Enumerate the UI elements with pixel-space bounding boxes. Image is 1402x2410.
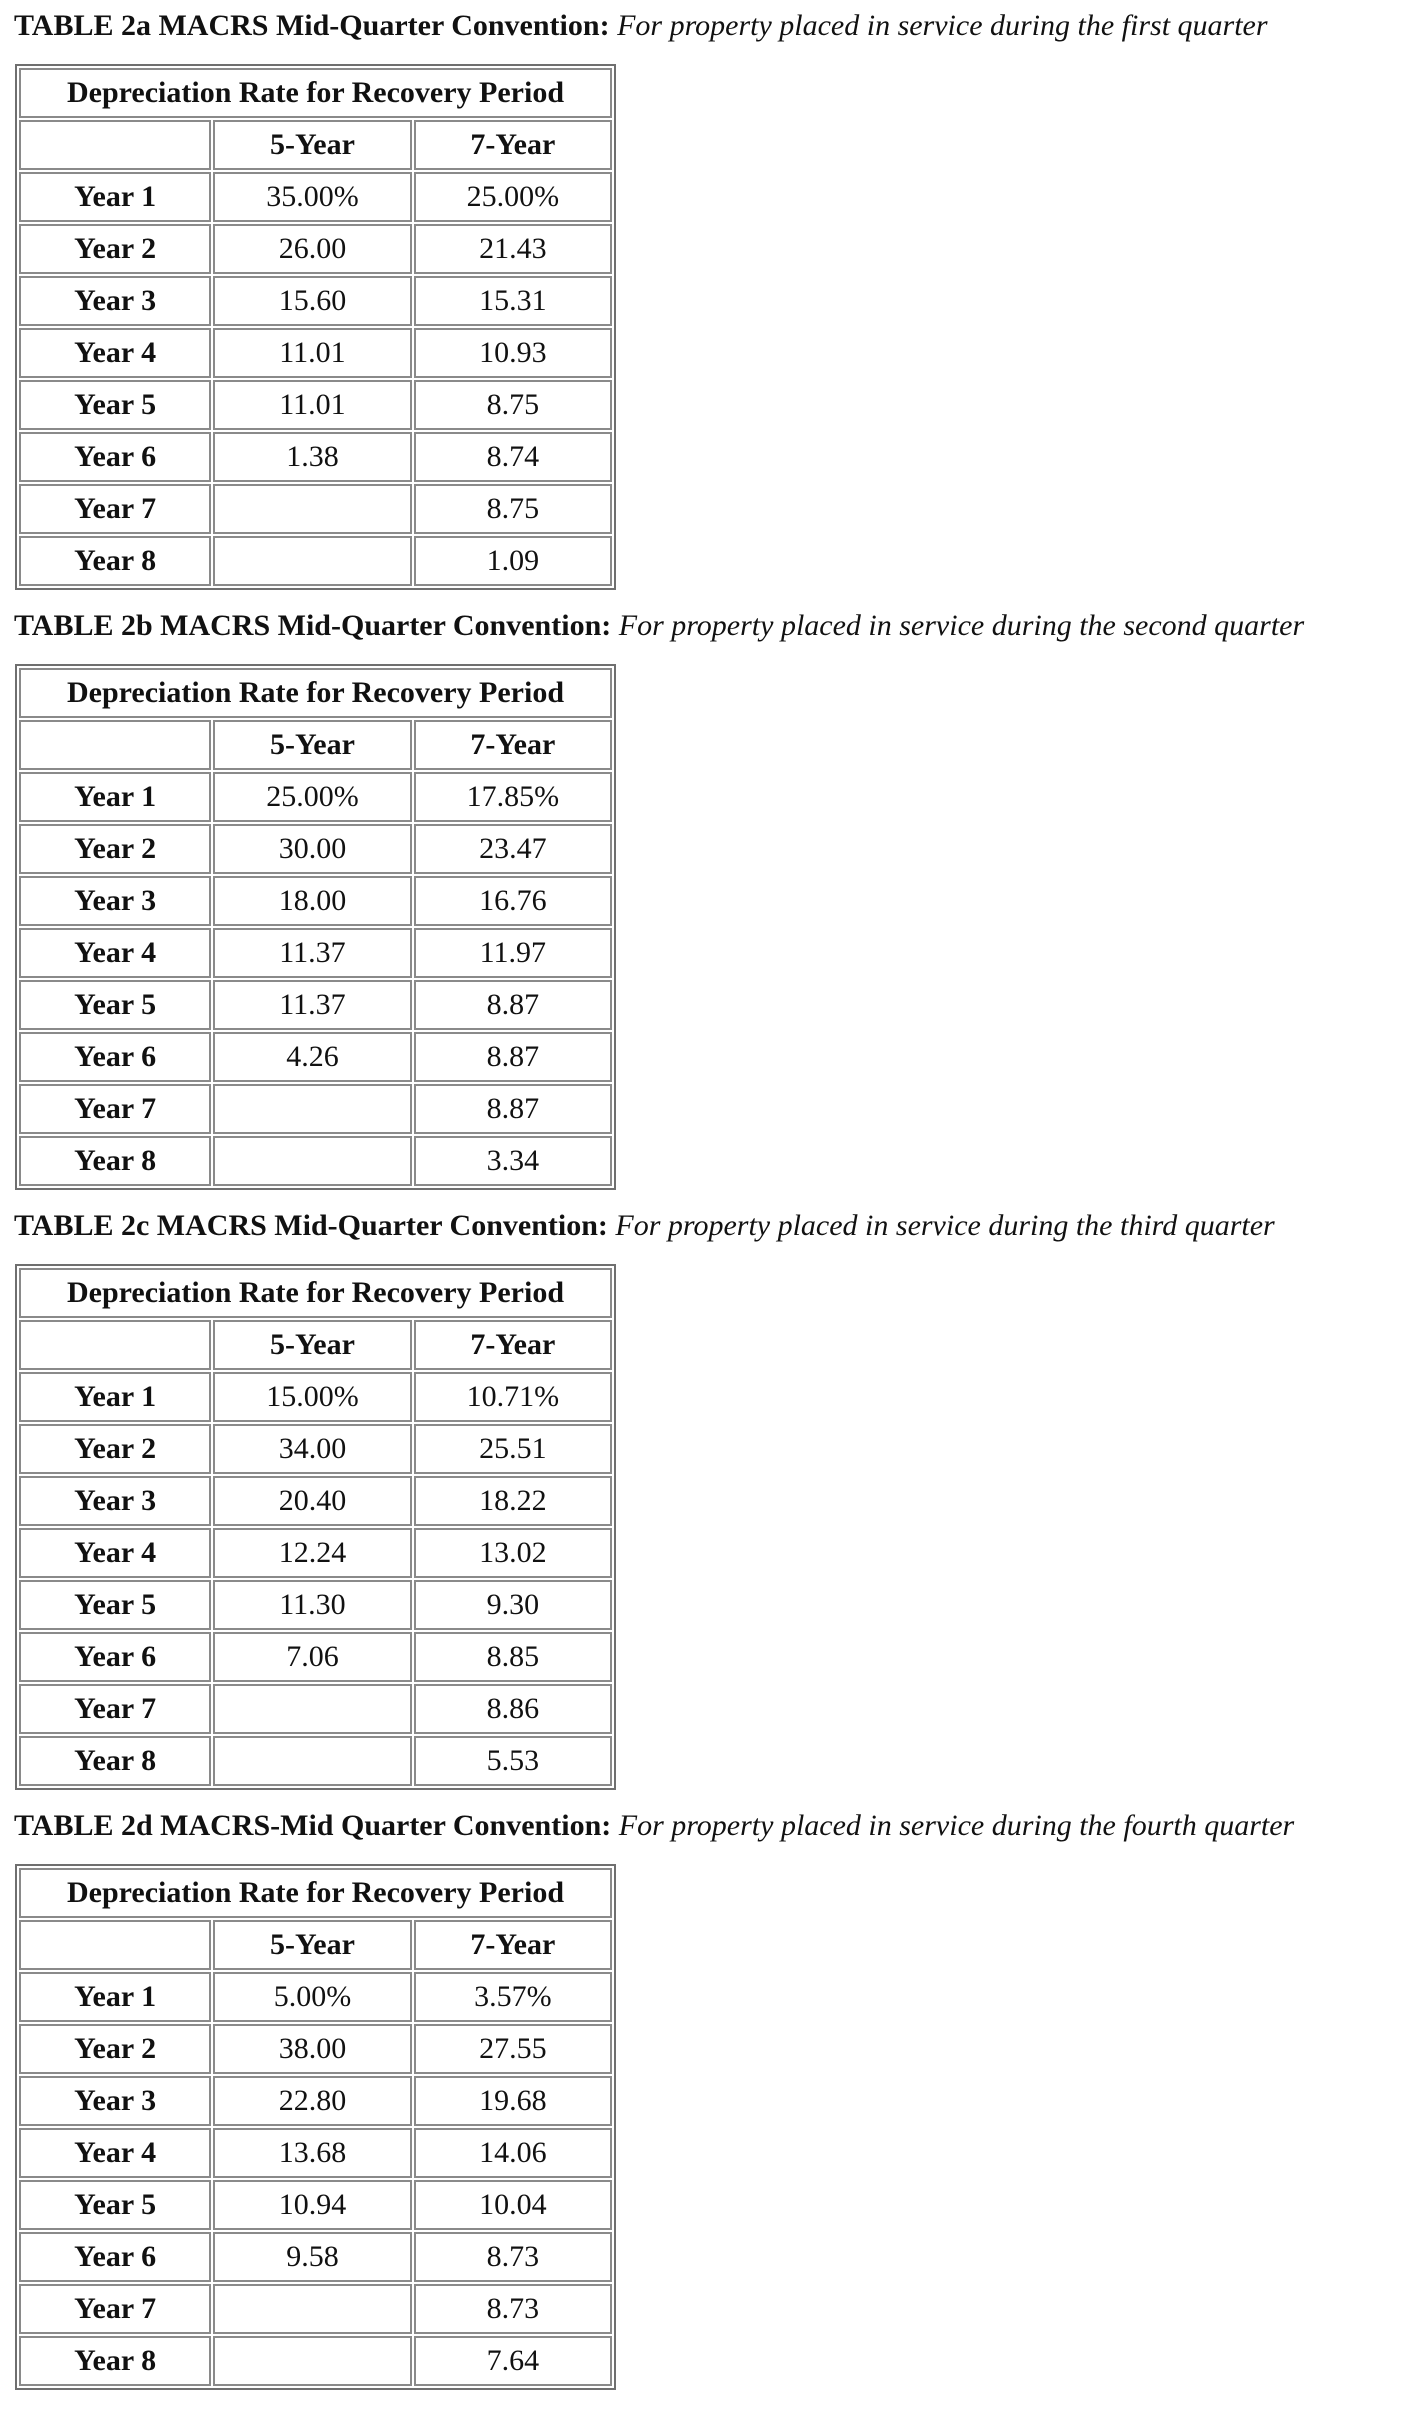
table-caption-label: TABLE 2d MACRS-Mid Quarter Convention:: [14, 1809, 612, 1842]
seven-year-rate-cell: 11.97: [414, 928, 612, 978]
seven-year-rate-cell: 9.30: [414, 1580, 612, 1630]
table-caption: [14, 1800, 1399, 1852]
year-cell: Year 5: [19, 1580, 211, 1630]
table-group-header-row: [19, 68, 612, 118]
year-cell: Year 4: [19, 928, 211, 978]
five-year-rate-cell: 15.00%: [213, 1372, 411, 1422]
five-year-rate-cell: 11.30: [213, 1580, 411, 1630]
seven-year-rate-cell: 10.93: [414, 328, 612, 378]
table-caption: [14, 1200, 1399, 1252]
table-row: [19, 224, 612, 274]
table-row: [19, 876, 612, 926]
five-year-rate-cell: 7.06: [213, 1632, 411, 1682]
group-header-cell: Depreciation Rate for Recovery Period: [19, 68, 612, 118]
five-year-rate-cell: 22.80: [213, 2076, 411, 2126]
seven-year-rate-cell: 18.22: [414, 1476, 612, 1526]
table-caption-label: TABLE 2c MACRS Mid-Quarter Convention:: [14, 1209, 608, 1242]
table-row: [19, 276, 612, 326]
year-cell: Year 8: [19, 2336, 211, 2386]
seven-year-rate-cell: 7.64: [414, 2336, 612, 2386]
table-row: [19, 980, 612, 1030]
table-row: [19, 2284, 612, 2334]
year-cell: Year 6: [19, 1032, 211, 1082]
seven-year-rate-cell: 8.73: [414, 2284, 612, 2334]
five-year-rate-cell: [213, 536, 411, 586]
year-cell: Year 2: [19, 1424, 211, 1474]
table-row: [19, 824, 612, 874]
table-header-row: [19, 1320, 612, 1370]
five-year-rate-cell: [213, 2336, 411, 2386]
seven-year-rate-cell: 10.04: [414, 2180, 612, 2230]
seven-year-column-header: 7-Year: [414, 1920, 612, 1970]
table-row: [19, 2024, 612, 2074]
group-header-cell: Depreciation Rate for Recovery Period: [19, 668, 612, 718]
five-year-rate-cell: 9.58: [213, 2232, 411, 2282]
table-row: [19, 1476, 612, 1526]
five-year-rate-cell: [213, 1136, 411, 1186]
five-year-rate-cell: [213, 1684, 411, 1734]
year-cell: Year 1: [19, 172, 211, 222]
year-cell: Year 1: [19, 1972, 211, 2022]
seven-year-rate-cell: 8.74: [414, 432, 612, 482]
table-row: [19, 1528, 612, 1578]
table-caption: [14, 600, 1399, 652]
table-caption-label: TABLE 2a MACRS Mid-Quarter Convention:: [14, 9, 610, 42]
five-year-rate-cell: [213, 1084, 411, 1134]
seven-year-rate-cell: 21.43: [414, 224, 612, 274]
table-row: [19, 2232, 612, 2282]
year-cell: Year 5: [19, 980, 211, 1030]
table-row: [19, 772, 612, 822]
year-cell: Year 8: [19, 1736, 211, 1786]
five-year-rate-cell: 11.37: [213, 928, 411, 978]
table-row: [19, 928, 612, 978]
seven-year-rate-cell: 3.34: [414, 1136, 612, 1186]
year-cell: Year 7: [19, 1684, 211, 1734]
seven-year-column-header: 7-Year: [414, 120, 612, 170]
table-row: [19, 536, 612, 586]
year-cell: Year 2: [19, 224, 211, 274]
table-row: [19, 172, 612, 222]
five-year-rate-cell: 12.24: [213, 1528, 411, 1578]
year-cell: Year 2: [19, 824, 211, 874]
table-caption-label: TABLE 2b MACRS Mid-Quarter Convention:: [14, 609, 612, 642]
table-section-2d: [14, 1800, 1399, 2390]
seven-year-rate-cell: 25.00%: [414, 172, 612, 222]
table-group-header-row: [19, 1868, 612, 1918]
table-row: [19, 2336, 612, 2386]
five-year-rate-cell: 10.94: [213, 2180, 411, 2230]
depreciation-table-2a: [15, 64, 616, 590]
year-cell: Year 6: [19, 432, 211, 482]
table-row: [19, 1736, 612, 1786]
year-cell: Year 7: [19, 2284, 211, 2334]
table-row: [19, 432, 612, 482]
five-year-rate-cell: 25.00%: [213, 772, 411, 822]
depreciation-table-2c: [15, 1264, 616, 1790]
seven-year-rate-cell: 8.87: [414, 1032, 612, 1082]
table-caption-description: For property placed in service during the second quarter: [618, 609, 1305, 642]
seven-year-rate-cell: 13.02: [414, 1528, 612, 1578]
group-header-cell: Depreciation Rate for Recovery Period: [19, 1268, 612, 1318]
year-cell: Year 7: [19, 1084, 211, 1134]
year-cell: Year 4: [19, 2128, 211, 2178]
seven-year-rate-cell: 10.71%: [414, 1372, 612, 1422]
group-header-cell: Depreciation Rate for Recovery Period: [19, 1868, 612, 1918]
table-row: [19, 2076, 612, 2126]
table-row: [19, 1972, 612, 2022]
table-caption: [14, 0, 1399, 52]
year-cell: Year 1: [19, 1372, 211, 1422]
year-cell: Year 8: [19, 536, 211, 586]
year-column-header: [19, 120, 211, 170]
table-header-row: [19, 120, 612, 170]
table-caption-description: For property placed in service during the third quarter: [615, 1209, 1275, 1242]
depreciation-table-2d: [15, 1864, 616, 2390]
table-row: [19, 1580, 612, 1630]
seven-year-rate-cell: 23.47: [414, 824, 612, 874]
five-year-column-header: 5-Year: [213, 720, 411, 770]
five-year-rate-cell: 20.40: [213, 1476, 411, 1526]
table-caption-description: For property placed in service during the fourth quarter: [618, 1809, 1295, 1842]
table-row: [19, 1424, 612, 1474]
table-row: [19, 328, 612, 378]
table-row: [19, 1684, 612, 1734]
seven-year-rate-cell: 17.85%: [414, 772, 612, 822]
year-column-header: [19, 720, 211, 770]
year-cell: Year 5: [19, 380, 211, 430]
year-column-header: [19, 1320, 211, 1370]
seven-year-rate-cell: 16.76: [414, 876, 612, 926]
five-year-column-header: 5-Year: [213, 120, 411, 170]
table-row: [19, 1136, 612, 1186]
seven-year-rate-cell: 8.73: [414, 2232, 612, 2282]
five-year-rate-cell: 18.00: [213, 876, 411, 926]
table-section-2a: [14, 0, 1399, 590]
year-column-header: [19, 1920, 211, 1970]
five-year-rate-cell: 30.00: [213, 824, 411, 874]
table-row: [19, 1084, 612, 1134]
table-row: [19, 1032, 612, 1082]
five-year-rate-cell: 26.00: [213, 224, 411, 274]
seven-year-rate-cell: 8.75: [414, 380, 612, 430]
five-year-rate-cell: 38.00: [213, 2024, 411, 2074]
seven-year-rate-cell: 14.06: [414, 2128, 612, 2178]
five-year-rate-cell: 34.00: [213, 1424, 411, 1474]
five-year-rate-cell: 1.38: [213, 432, 411, 482]
year-cell: Year 7: [19, 484, 211, 534]
table-group-header-row: [19, 668, 612, 718]
five-year-rate-cell: [213, 1736, 411, 1786]
five-year-rate-cell: 15.60: [213, 276, 411, 326]
table-section-2c: [14, 1200, 1399, 1790]
five-year-rate-cell: 5.00%: [213, 1972, 411, 2022]
seven-year-rate-cell: 27.55: [414, 2024, 612, 2074]
year-cell: Year 8: [19, 1136, 211, 1186]
table-caption-description: For property placed in service during the first quarter: [617, 9, 1268, 42]
table-header-row: [19, 720, 612, 770]
seven-year-rate-cell: 15.31: [414, 276, 612, 326]
five-year-rate-cell: 13.68: [213, 2128, 411, 2178]
year-cell: Year 5: [19, 2180, 211, 2230]
year-cell: Year 1: [19, 772, 211, 822]
seven-year-rate-cell: 8.85: [414, 1632, 612, 1682]
year-cell: Year 6: [19, 2232, 211, 2282]
table-row: [19, 1632, 612, 1682]
table-section-2b: [14, 600, 1399, 1190]
table-group-header-row: [19, 1268, 612, 1318]
five-year-rate-cell: 11.37: [213, 980, 411, 1030]
five-year-rate-cell: 11.01: [213, 328, 411, 378]
seven-year-rate-cell: 19.68: [414, 2076, 612, 2126]
five-year-rate-cell: 35.00%: [213, 172, 411, 222]
seven-year-rate-cell: 25.51: [414, 1424, 612, 1474]
table-row: [19, 484, 612, 534]
five-year-rate-cell: 11.01: [213, 380, 411, 430]
year-cell: Year 3: [19, 1476, 211, 1526]
five-year-rate-cell: [213, 484, 411, 534]
seven-year-rate-cell: 8.75: [414, 484, 612, 534]
depreciation-table-2b: [15, 664, 616, 1190]
seven-year-column-header: 7-Year: [414, 1320, 612, 1370]
year-cell: Year 3: [19, 2076, 211, 2126]
table-row: [19, 2128, 612, 2178]
seven-year-column-header: 7-Year: [414, 720, 612, 770]
year-cell: Year 6: [19, 1632, 211, 1682]
five-year-column-header: 5-Year: [213, 1920, 411, 1970]
year-cell: Year 2: [19, 2024, 211, 2074]
year-cell: Year 4: [19, 328, 211, 378]
seven-year-rate-cell: 5.53: [414, 1736, 612, 1786]
table-row: [19, 2180, 612, 2230]
five-year-rate-cell: 4.26: [213, 1032, 411, 1082]
seven-year-rate-cell: 8.86: [414, 1684, 612, 1734]
year-cell: Year 3: [19, 876, 211, 926]
seven-year-rate-cell: 1.09: [414, 536, 612, 586]
seven-year-rate-cell: 3.57%: [414, 1972, 612, 2022]
table-row: [19, 380, 612, 430]
five-year-column-header: 5-Year: [213, 1320, 411, 1370]
seven-year-rate-cell: 8.87: [414, 1084, 612, 1134]
year-cell: Year 4: [19, 1528, 211, 1578]
table-row: [19, 1372, 612, 1422]
year-cell: Year 3: [19, 276, 211, 326]
five-year-rate-cell: [213, 2284, 411, 2334]
seven-year-rate-cell: 8.87: [414, 980, 612, 1030]
table-header-row: [19, 1920, 612, 1970]
